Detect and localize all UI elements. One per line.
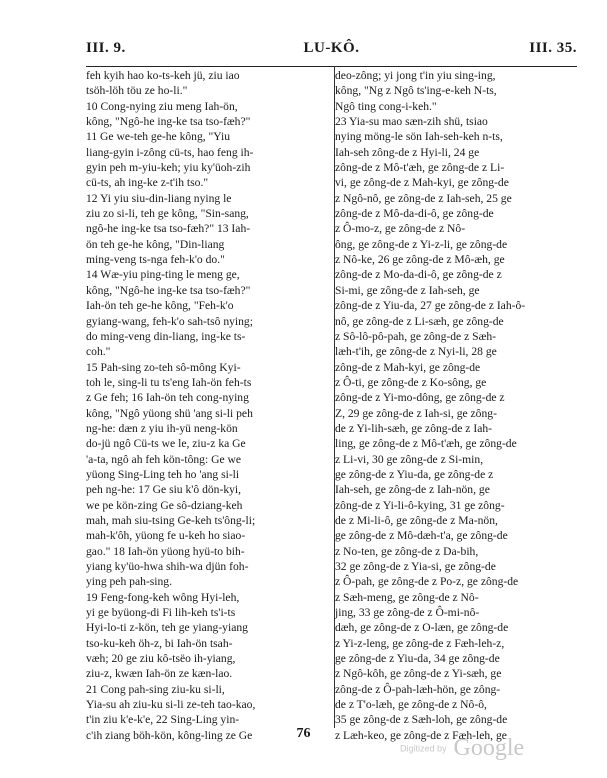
text-line: yüong Sing-Ling teh ho 'ang si-li bbox=[86, 467, 240, 481]
text-line: tso-ku-keh öh-z, bi Iah-ön tsah- bbox=[86, 636, 233, 650]
text-line: Iah-ön teh ge-he kông, "Feh-k'o bbox=[86, 299, 234, 313]
text-line: mah, mah siu-tsing Ge-keh ts'ông-li; bbox=[86, 513, 256, 527]
text-line: væh; 20 ge ziu kô-tsëo ih-yiang, bbox=[86, 652, 236, 666]
text-line: ön teh ge-he kông, "Din-liang bbox=[86, 237, 225, 251]
text-line: yi ge byüong-di Fi lih-keh ts'i-ts bbox=[86, 606, 236, 620]
text-line: zông-de z Mo-da-di-ô, ge zông-de z bbox=[335, 268, 502, 282]
text-line: z Læh-keo, ge zông-de z Fæh-leh, ge bbox=[335, 728, 507, 742]
text-line: t'in ziu k'e-k'e, 22 Sing-Ling yin- bbox=[86, 713, 240, 727]
text-line: kông, "Ngô-he ing-ke tsa tso-fæh?" bbox=[86, 115, 251, 129]
text-line: toh le, sing-li tu ts'eng Iah-ön feh-ts bbox=[86, 375, 252, 389]
text-line: zông-de z Ô-pah-læh-hön, ge zông- bbox=[335, 682, 501, 696]
running-header bbox=[86, 40, 577, 60]
header-rule bbox=[86, 66, 577, 67]
text-line: do-jü ngô Cü-ts we le, ziu-z ka Ge bbox=[86, 437, 246, 451]
google-logo: Google bbox=[453, 735, 525, 761]
text-line: Si-mi, ge zông-de z Iah-seh, ge bbox=[335, 283, 480, 297]
text-line: tsöh-löh töu ze ho-li." bbox=[86, 84, 188, 98]
header-right-reference: III. 35. bbox=[529, 40, 577, 56]
text-line: kông, "Ngô yüong shü 'ang si-li peh bbox=[86, 406, 253, 420]
text-line: we pe kön-zing Ge sô-dziang-keh bbox=[86, 498, 243, 512]
text-line: zông-de z Yiu-da, 27 ge zông-de z Iah-ô- bbox=[335, 299, 526, 313]
left-text-column bbox=[86, 68, 332, 743]
text-line: cü-ts, ah ing-ke z-t'ih tso." bbox=[86, 176, 209, 190]
text-line: ông, ge zông-de z Yi-z-li, ge zông-de bbox=[335, 237, 508, 251]
text-line: de z T'o-læh, ge zông-de z Nô-ô, bbox=[335, 698, 487, 712]
text-line: ziu zo si-li, teh ge kông, "Sin-sang, bbox=[86, 207, 249, 221]
text-line: ying peh pah-sing. bbox=[86, 575, 172, 589]
text-line: nying möng-le sön Iah-seh-keh n-ts, bbox=[335, 130, 503, 144]
text-line: z Ô-ti, ge zông-de z Ko-sông, ge bbox=[335, 375, 487, 389]
text-line: mah-k'ôh, yüong fe u-keh ho siao- bbox=[86, 529, 246, 543]
text-line: de z Mi-li-ô, ge zông-de z Ma-nön, bbox=[335, 513, 498, 527]
header-left-reference: III. 9. bbox=[86, 40, 126, 56]
text-line: 23 Yia-su mao sæn-zih shü, tsiao bbox=[335, 115, 488, 129]
text-line: ming-veng ts-nga feh-k'o do." bbox=[86, 253, 225, 267]
text-line: 'a-ta, ngô ah feh kön-tông: Ge we bbox=[86, 452, 242, 466]
text-line: feh kyih hao ko-ts-keh jü, ziu iao bbox=[86, 69, 240, 82]
right-text-column bbox=[335, 68, 581, 743]
text-line: 21 Cong pah-sing ziu-ku si-li, bbox=[86, 682, 225, 696]
text-line: ge zông-de z Mô-dæh-t'a, ge zông-de bbox=[335, 529, 508, 543]
text-line: 19 Feng-fong-keh wông Hyi-leh, bbox=[86, 590, 240, 604]
text-line: z Sô-lô-pô-pah, ge zông-de z Sæh- bbox=[335, 329, 496, 343]
text-line: z Ô-pah, ge zông-de z Po-z, ge zông-de bbox=[335, 575, 519, 589]
text-line: z Ge feh; 16 Iah-ön teh cong-nying bbox=[86, 391, 249, 405]
text-line: coh." bbox=[86, 345, 111, 359]
text-line: jing, 33 ge zông-de z Ô-mi-nô- bbox=[335, 606, 480, 620]
text-line: zông-de z Mah-kyi, ge zông-de bbox=[335, 360, 481, 374]
text-line: 14 Wæ-yiu ping-ting le meng ge, bbox=[86, 268, 240, 282]
text-line: læh-t'ih, ge zông-de z Nyi-li, 28 ge bbox=[335, 345, 497, 359]
text-line: z No-ten, ge zông-de z Da-bih, bbox=[335, 544, 479, 558]
text-line: ling, ge zông-de z Mô-t'æh, ge zông-de bbox=[335, 437, 517, 451]
text-line: Ngô ting cong-i-keh." bbox=[335, 99, 437, 113]
text-line: 15 Pah-sing zo-teh sô-mông Kyi- bbox=[86, 360, 241, 374]
text-line: gao." 18 Iah-ön yüong hyü-to bih- bbox=[86, 544, 245, 558]
text-line: z Yi-z-leng, ge zông-de z Fæh-leh-z, bbox=[335, 636, 505, 650]
text-line: 11 Ge we-teh ge-he kông, "Yiu bbox=[86, 130, 231, 144]
text-line: c'ih ziang böh-kön, kông-ling ze Ge bbox=[86, 728, 253, 742]
text-line: nô, ge zông-de z Li-sæh, ge zông-de bbox=[335, 314, 504, 328]
text-line: Iah-seh, ge zông-de z Iah-nön, ge bbox=[335, 483, 490, 497]
text-line: 35 ge zông-de z Sæh-loh, ge zông-de bbox=[335, 713, 508, 727]
text-line: z Li-vi, 30 ge zông-de z Si-min, bbox=[335, 452, 484, 466]
text-line: gyiang-wang, feh-k'o sah-tsô nying; bbox=[86, 314, 253, 328]
text-line: deo-zông; yi jong t'in yiu sing-ing, bbox=[335, 69, 496, 82]
page-number: 76 bbox=[296, 726, 311, 741]
text-line: 32 ge zông-de z Yia-si, ge zông-de bbox=[335, 560, 496, 573]
header-title: LU-KÔ. bbox=[303, 40, 360, 56]
text-line: liang-gyin i-zông cü-ts, hao feng ih- bbox=[86, 145, 254, 159]
text-line: ngô-he ing-ke tsa tso-fæh?" 13 Iah- bbox=[86, 222, 251, 236]
text-line: 12 Yi yiu siu-din-liang nying le bbox=[86, 191, 232, 205]
text-line: peh ng-he: 17 Ge siu k'ô dön-kyi, bbox=[86, 483, 242, 497]
text-line: zông-de z Mô-t'æh, ge zông-de z Li- bbox=[335, 161, 505, 175]
text-line: ng-he: dæn z yiu ih-yü neng-kön bbox=[86, 421, 238, 435]
text-line: ge zông-de z Yiu-da, 34 ge zông-de bbox=[335, 652, 500, 666]
text-line: Z, 29 ge zông-de z Iah-si, ge zông- bbox=[335, 406, 497, 420]
text-line: vi, ge zông-de z Mah-kyi, ge zông-de bbox=[335, 176, 509, 190]
text-line: z Ngô-nô, ge zông-de z Iah-seh, 25 ge bbox=[335, 191, 512, 205]
text-line: zông-de z Yi-li-ô-kying, 31 ge zông- bbox=[335, 498, 505, 512]
text-line: zông-de z Yi-mo-dông, ge zông-de z bbox=[335, 391, 505, 405]
text-line: z Ô-mo-z, ge zông-de z Nô- bbox=[335, 222, 466, 236]
text-line: ge zông-de z Yiu-da, ge zông-de z bbox=[335, 467, 494, 481]
text-line: gyin peh m-yiu-keh; yiu ky'üoh-zih bbox=[86, 161, 251, 175]
text-line: kông, "Ng z Ngô ts'ing-e-keh N-ts, bbox=[335, 84, 497, 98]
text-line: z Ngô-kôh, ge zông-de z Yi-sæh, ge bbox=[335, 667, 502, 681]
text-line: z Sæh-meng, ge zông-de z Nô- bbox=[335, 590, 479, 604]
text-line: kông, "Ngô-he ing-ke tsa tso-fæh?" bbox=[86, 283, 251, 297]
text-line: yiang ky'üo-hwa shih-wa djün foh- bbox=[86, 560, 249, 573]
text-line: Yia-su ah ziu-ku si-li ze-teh tao-kao, bbox=[86, 698, 256, 712]
text-line: do ming-veng din-liang, ing-ke ts- bbox=[86, 329, 246, 343]
text-line: Iah-seh zông-de z Hyi-li, 24 ge bbox=[335, 145, 480, 159]
watermark-prefix: Digitized by bbox=[400, 743, 447, 754]
text-line: de z Yi-lih-sæh, ge zông-de z Iah- bbox=[335, 421, 492, 435]
text-line: 10 Cong-nying ziu meng Iah-ön, bbox=[86, 99, 238, 113]
text-line: z Nô-ke, 26 ge zông-de z Mô-æh, ge bbox=[335, 253, 505, 267]
text-line: dæh, ge zông-de z O-læn, ge zông-de bbox=[335, 621, 509, 635]
text-line: ziu-z, kwæn Iah-ön ze kæn-lao. bbox=[86, 667, 233, 681]
digitized-by-google-watermark bbox=[400, 735, 524, 762]
text-line: zông-de z Mô-da-di-ô, ge zông-de bbox=[335, 207, 494, 221]
text-line: Hyi-lo-ti z-kön, teh ge yiang-yiang bbox=[86, 621, 248, 635]
